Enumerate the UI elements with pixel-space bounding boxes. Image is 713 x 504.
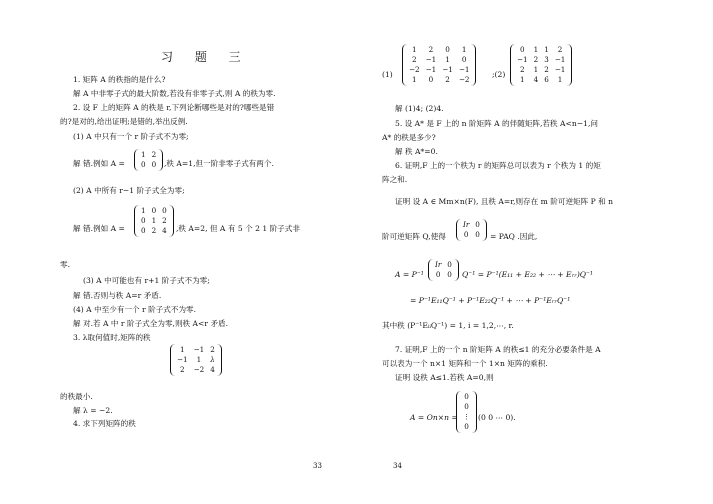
left-page — [58, 0, 346, 504]
equation-3-prefix: A = On×n = — [410, 413, 458, 422]
question-3: 3. λ取何值时,矩阵的秩 — [73, 333, 151, 342]
question-6-line2: 阵之和. — [382, 175, 408, 184]
matrix-problem-1: 1 2 0 1 2 −1 1 0 −2 −1 −1 −1 1 0 2 −2 — [402, 44, 476, 86]
equation-1-suffix: Q⁻¹ = P⁻¹(E₁₁ + E₂₂ + ⋯ + Eᵣᵣ)Q⁻¹ — [462, 270, 594, 279]
question-6-line1: 6. 证明,F 上的一个秩为 r 的矩阵总可以表为 r 个秩为 1 的矩 — [395, 161, 601, 170]
exercise-title: 习 题 三 — [161, 50, 250, 64]
proof-7-line1: 证明 设秩 A≤1.若秩 A=0,则 — [395, 373, 494, 382]
question-2-part3: (3) A 中可能也有 r+1 阶子式不为零; — [83, 276, 210, 285]
question-2-part4: (4) A 中至少有一个 r 阶子式不为零. — [73, 305, 197, 314]
equation-2: = P⁻¹E₁₁Q⁻¹ + P⁻¹E₂₂Q⁻¹ + ⋯ + P⁻¹EᵣᵣQ⁻¹ — [410, 296, 571, 305]
matrix-lambda: 1 −1 2 −1 1 λ 2 −2 4 — [170, 344, 222, 376]
proof-6-line1: 证明 设 A ∈ Mm×n(F), 且秩 A=r,则存在 m 阶可逆矩阵 P 和 n — [395, 197, 614, 206]
solution-6: 解 (1)4; (2)4. — [395, 104, 444, 113]
question-4: 4. 求下列矩阵的秩 — [73, 419, 136, 428]
question-3-end: 的秩最小. — [60, 392, 93, 401]
page-number-left: 33 — [313, 462, 322, 470]
question-5-line2: A* 的秩是多少? — [382, 133, 436, 142]
question-2-line1: 2. 设 F 上的矩阵 A 的秩是 r,下列论断哪些是对的?哪些是错 — [73, 103, 275, 112]
question-1: 1. 矩阵 A 的秩指的是什么? — [73, 75, 166, 84]
matrix-identity-block-1: Ir 0 0 0 — [456, 219, 487, 241]
question-2-part1: (1) A 中只有一个 r 阶子式不为零; — [73, 132, 189, 141]
column-vector-zero: 0 0 ⋮ 0 — [456, 391, 477, 433]
matrix-example-2: 1 0 0 0 1 2 0 2 4 — [134, 205, 174, 237]
equation-1-prefix: A = P⁻¹ — [395, 270, 424, 279]
matrix-identity-block-2: Ir 0 0 0 — [428, 259, 459, 281]
rank-note: 其中秩 (P⁻¹EᵢᵢQ⁻¹) = 1, i = 1,2,⋯, r. — [382, 321, 514, 330]
solution-4: 解 对.若 A 中 r 阶子式全为零,则秩 A<r 矛盾. — [73, 319, 229, 328]
question-5-line1: 5. 设 A* 是 F 上的 n 阶矩阵 A 的伴随矩阵,若秩 A<n−1,问 — [395, 119, 598, 128]
solution-2-continuation: 零. — [60, 260, 71, 269]
matrix-separator: ;(2) — [492, 70, 506, 79]
question-2-line2: 的?是对的,给出证明;是错的,举出反例. — [60, 117, 188, 126]
proof-6-line2: 阶可逆矩阵 Q,使得 — [382, 232, 446, 241]
question-7-line1: 7. 证明,F 上的一个 n 阶矩阵 A 的秩≤1 的充分必要条件是 A — [395, 345, 601, 354]
matrix-example-1: 1 2 0 0 — [134, 149, 163, 171]
solution-1-suffix: ,秩 A=1,但一阶非零子式有两个. — [164, 159, 274, 168]
solution-1-prefix: 解 错.例如 A = — [73, 159, 125, 168]
row-vector-zero: (0 0 ⋯ 0). — [478, 413, 516, 422]
question-7-line2: 可以表为一个 n×1 矩阵和一个 1×n 矩阵的乘积. — [382, 359, 548, 368]
answer-1: 解 A 中非零子式的最大阶数,若没有非零子式,则 A 的秩为零. — [73, 89, 276, 98]
matrix-label-1: (1) — [382, 70, 393, 79]
solution-2-prefix: 解 错.例如 A = — [73, 224, 125, 233]
solution-7: 解 秩 A*=0. — [395, 147, 438, 156]
question-2-part2: (2) A 中所有 r−1 阶子式全为零; — [73, 186, 185, 195]
page-number-right: 34 — [393, 462, 402, 470]
proof-6-line2-end: = PAQ .因此, — [490, 232, 538, 241]
right-page — [380, 0, 670, 504]
matrix-problem-2: 0 1 1 2 −1 2 3 −1 2 1 2 −1 1 4 6 1 — [510, 44, 572, 86]
solution-5: 解 λ = −2. — [73, 406, 113, 415]
solution-3: 解 错.否则与秩 A=r 矛盾. — [73, 291, 162, 300]
solution-2-suffix: ,秩 A=2, 但 A 有 5 个 2 1 阶子式非 — [176, 224, 300, 233]
